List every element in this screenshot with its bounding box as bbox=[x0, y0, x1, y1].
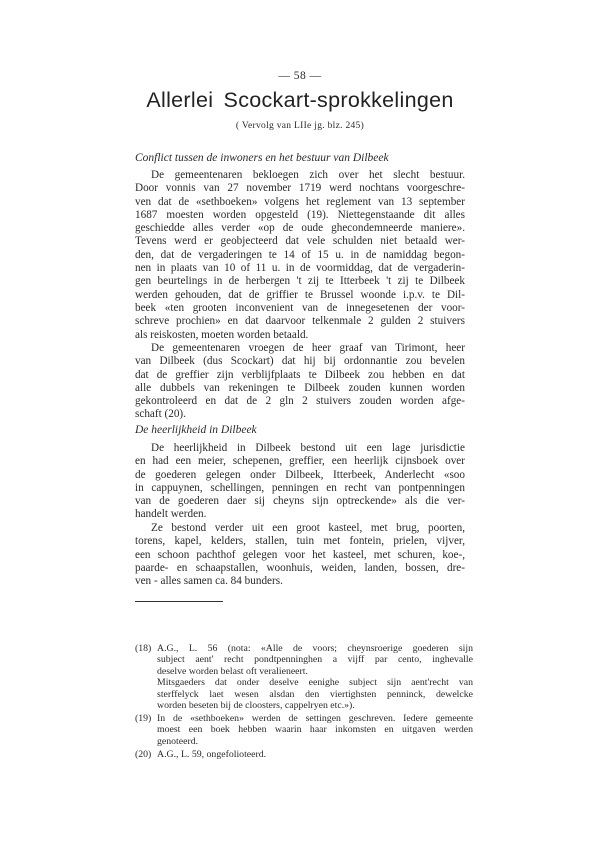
footnote-separator bbox=[135, 601, 223, 602]
paragraph-line: een schoon pachthof gelegen voor het kasteel, met schuren, koe-, bbox=[135, 548, 465, 561]
paragraph-line: gekontroleerd en dat de 2 gln 2 stuivers zouden worden afge- bbox=[135, 395, 465, 408]
footnote-line: sterffelyck laet wesen alsdan den viertighsten penninck, dewelcke bbox=[157, 688, 473, 700]
footnote-line: Mitsgaeders dat onder deselve eenighe subject sijn aent'recht van bbox=[157, 677, 473, 689]
paragraph-line: schaft (20). bbox=[135, 408, 186, 421]
paragraph-line: den, dat de vergaderingen te 14 of 15 u. in de namiddag begon- bbox=[135, 248, 465, 261]
paragraph bbox=[135, 169, 465, 342]
paragraph-line: ven dat de «sethboeken» volgens het reglement van 13 september bbox=[135, 195, 465, 208]
footnote-line: A.G., L. 56 (nota: «Alle de voors; cheynsroerige goederen sijn bbox=[157, 643, 473, 654]
footnote-line: moest een boek hebben waarin haar inkomsten en uitgaven werden bbox=[157, 724, 473, 736]
paragraph-line: van Dilbeek (dus Scockart) dat hij bij ordonnantie zou bevelen bbox=[135, 355, 465, 368]
paragraph bbox=[135, 522, 465, 588]
footnote-line: In de «sethboeken» werden de settingen geschreven. Iedere gemeente bbox=[157, 713, 473, 724]
paragraph-line: Door vonnis van 27 november 1719 werd nochtans voorgeschre- bbox=[135, 182, 465, 195]
paragraph-line: De gemeentenaren bekloegen zich over het slecht bestuur. bbox=[151, 169, 465, 181]
paragraph-line: handelt werden. bbox=[135, 508, 207, 521]
section-heading-heerlijkheid: De heerlijkheid in Dilbeek bbox=[135, 424, 257, 436]
paragraph-line: de goederen gelegen onder Dilbeek, Itterbeek, Anderlecht «soo bbox=[135, 468, 465, 481]
paragraph-line: De heerlijkheid in Dilbeek bestond uit een lage jurisdictie bbox=[151, 442, 465, 454]
paragraph-line: 1687 moesten worden opgesteld (19). Niettegenstaande dit alles bbox=[135, 208, 465, 221]
paragraph-line: van de goederen daer sij cheyns sijn optreckende» als die ver- bbox=[135, 495, 465, 508]
section-heading-conflict: Conflict tussen de inwoners en het bestuur van Dilbeek bbox=[135, 152, 389, 164]
paragraph-line: schreve prochien» en dat daarvoor telkenmale 2 gulden 2 stuivers bbox=[135, 315, 465, 328]
page-title: Allerlei Scockart-sprokkelingen bbox=[146, 88, 454, 112]
paragraph-line: in cappuynen, schellingen, penningen en recht van pontpenningen bbox=[135, 481, 465, 494]
footnote-line: genoteerd. bbox=[157, 735, 199, 747]
paragraph-line: gen beurtelings in de herbergen 't zij te Itterbeek 't zij te Dilbeek bbox=[135, 275, 465, 288]
paragraph bbox=[135, 342, 465, 422]
paragraph-line: werden gehouden, dat de griffier te Brussel woonde i.p.v. te Dil- bbox=[135, 288, 465, 301]
paragraph-line: alle dubbels van rekeningen te Dilbeek zouden kunnen worden bbox=[135, 381, 465, 394]
paragraph-line: dat de greffier zijn verblijfplaats te Dilbeek zou hebben en dat bbox=[135, 368, 465, 381]
footnote-line: worden beseten bij de cloosters, cappelryen etc.»). bbox=[157, 699, 355, 711]
paragraph-line: beek «ten grooten inconvenient van de innegesetenen der voor- bbox=[135, 301, 465, 314]
paragraph-line: ven - alles samen ca. 84 bunders. bbox=[135, 575, 283, 588]
paragraph-line: nen in plaats van 10 of 11 u. in de voormiddag, dat de vergaderin- bbox=[135, 262, 465, 275]
footnote-line: subject aent' recht pondtpenninghen a vijff par cento, inghevalle bbox=[157, 654, 473, 666]
paragraph-line: torens, kapel, kelders, stallen, tuin met fontein, prielen, vijver, bbox=[135, 535, 465, 548]
footnote-number: (19) bbox=[135, 713, 152, 724]
footnote-line: A.G., L. 59, ongefolioteerd. bbox=[157, 749, 267, 760]
paragraph-line: Ze bestond verder uit een groot kasteel, met brug, poorten, bbox=[151, 522, 465, 534]
paragraph-line: Tevens werd er geobjecteerd dat vele schulden niet betaald wer- bbox=[135, 235, 465, 248]
footnote-number: (20) bbox=[135, 749, 152, 760]
paragraph-line: als reiskosten, moeten worden betaald. bbox=[135, 328, 309, 341]
paragraph-line: en had een meier, schepenen, greffier, een heerlijk cijnsboek over bbox=[135, 455, 465, 468]
footnote-line: deselve worden belast oft veralieneert. bbox=[157, 665, 308, 677]
paragraph-line: paarde- en schaapstallen, woonhuis, weiden, landen, bossen, dre- bbox=[135, 561, 465, 574]
paragraph bbox=[135, 442, 465, 522]
paragraph-line: geschiedde alles verder «op de oude ghecondemneerde maniere». bbox=[135, 222, 465, 235]
page-subtitle: ( Vervolg van LIIe jg. blz. 245) bbox=[235, 121, 365, 131]
page-number: — 58 — bbox=[278, 70, 322, 82]
footnote-number: (18) bbox=[135, 643, 152, 654]
paragraph-line: De gemeentenaren vroegen de heer graaf van Tirimont, heer bbox=[151, 342, 465, 354]
